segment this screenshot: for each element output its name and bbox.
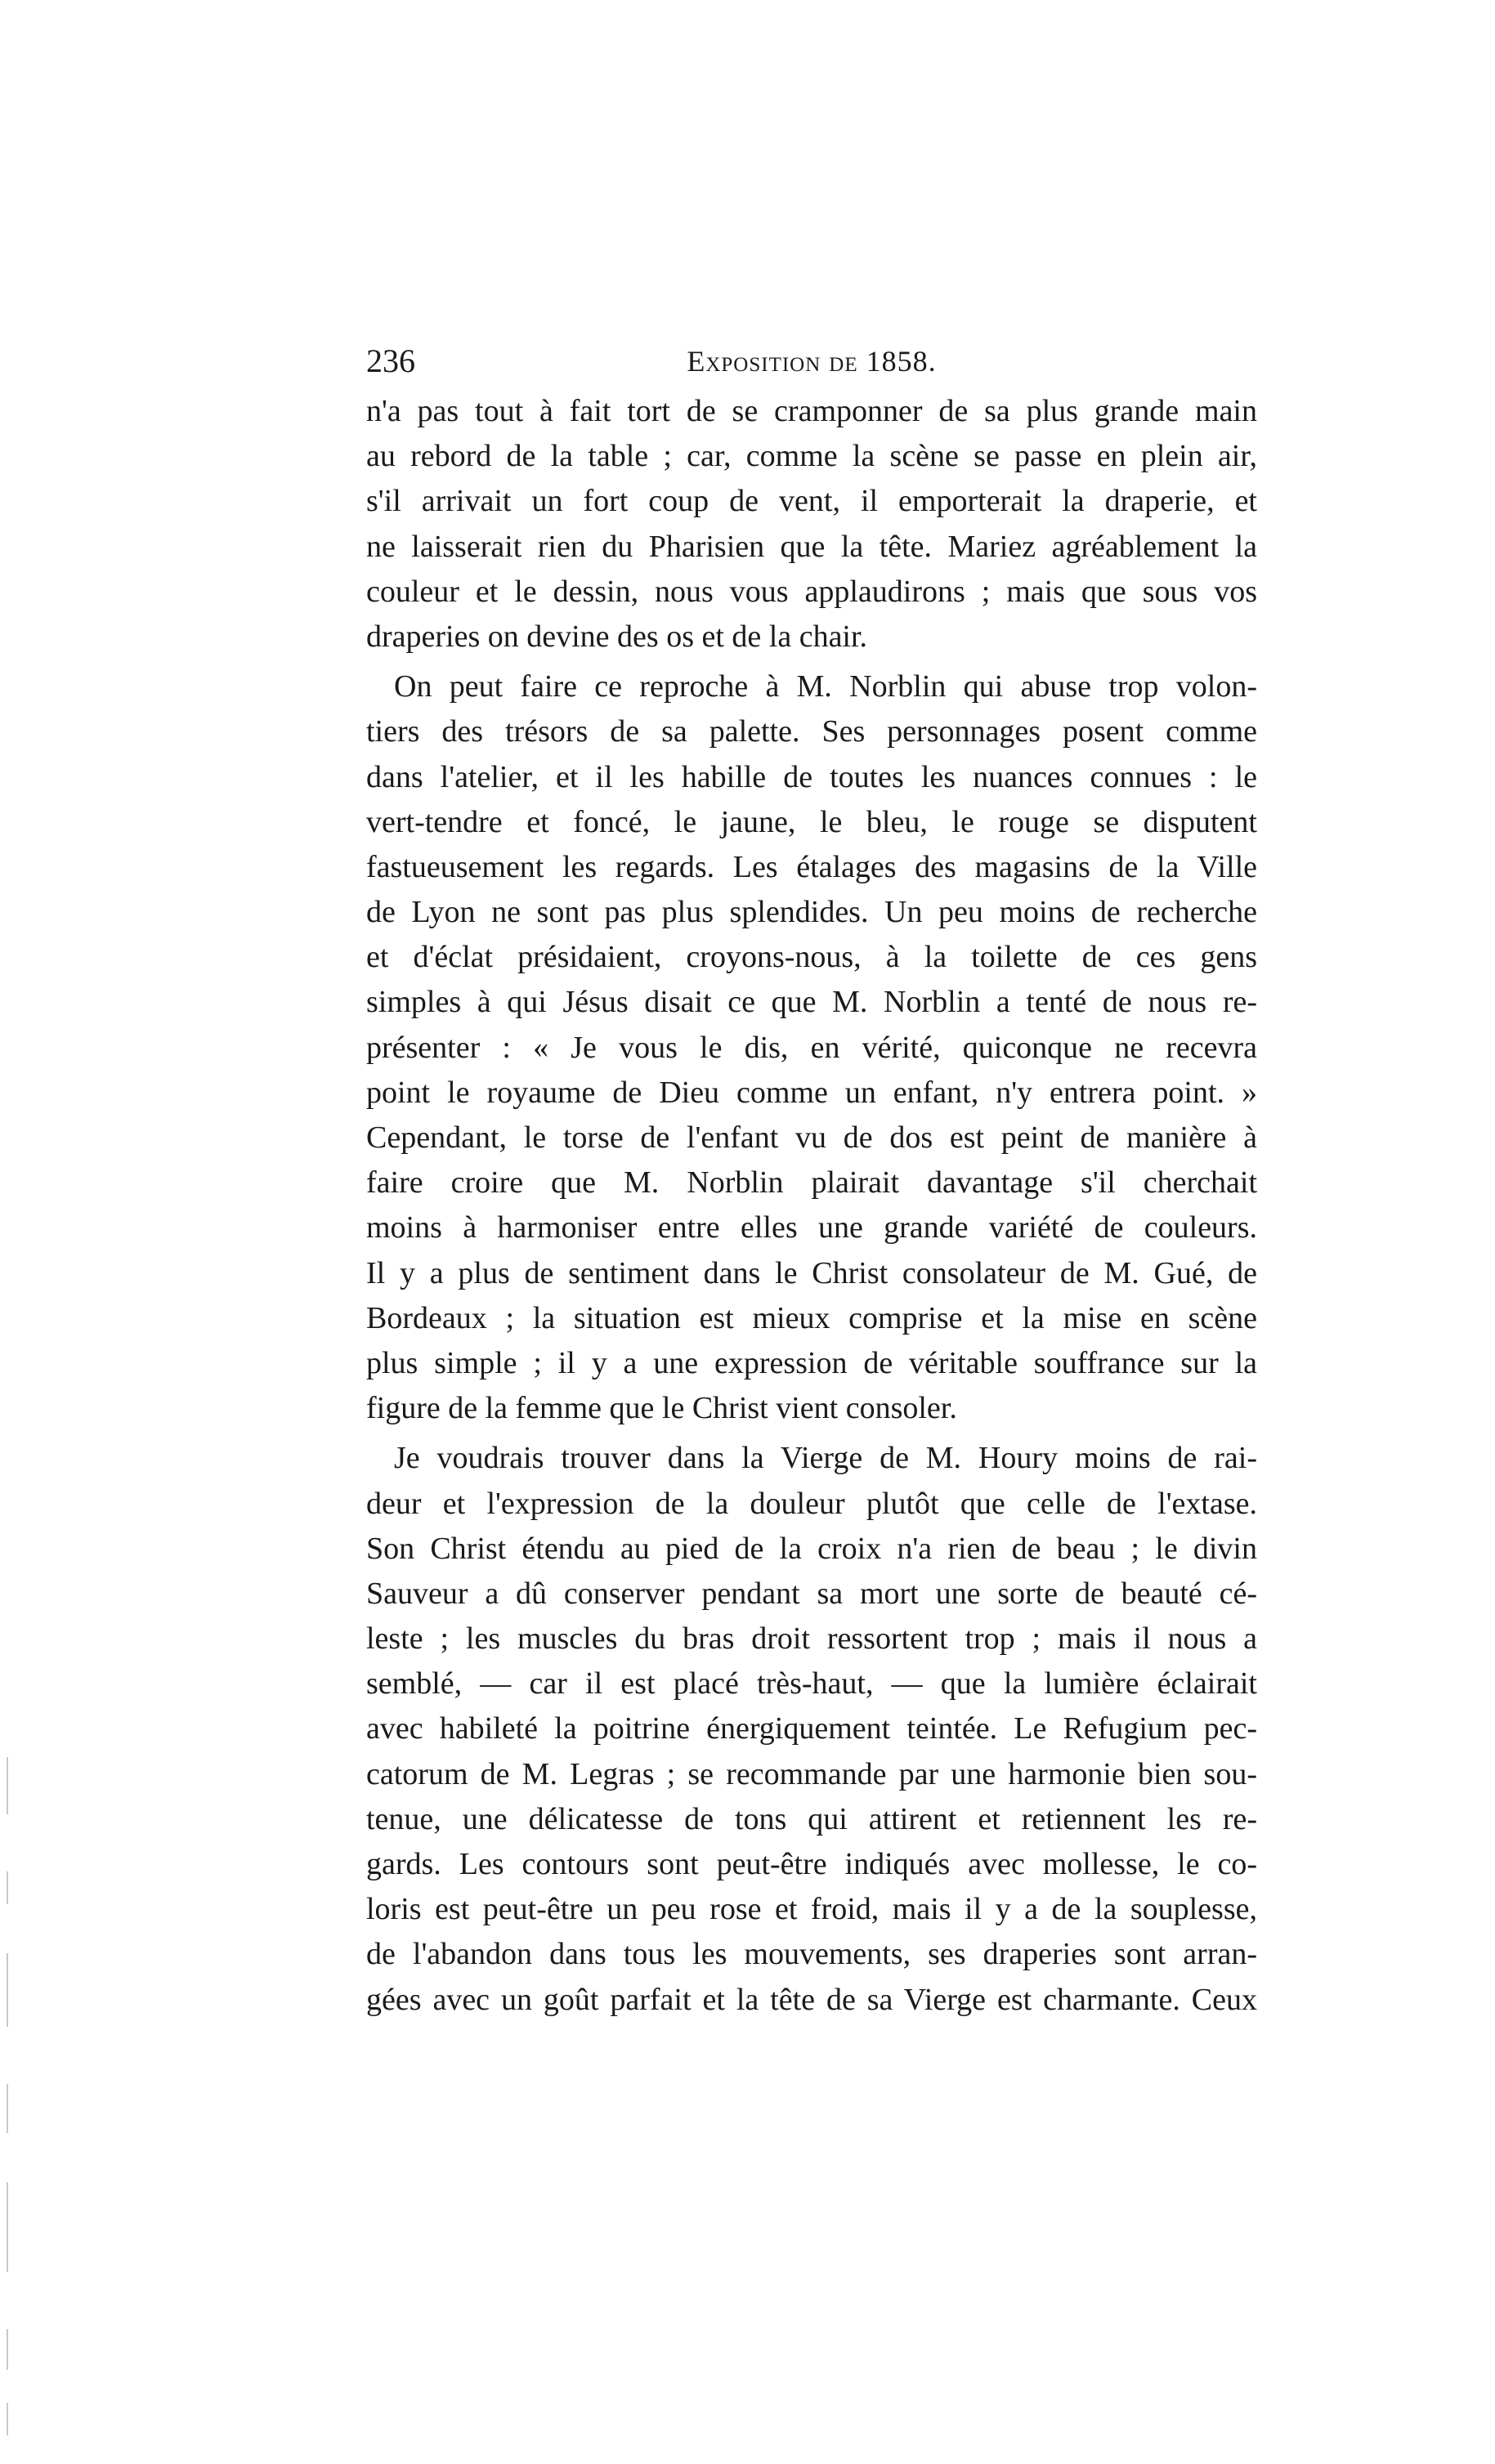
text-line: dans l'atelier, et il les habille de toutes les nuances connues : le [366, 759, 1257, 794]
text-line: draperies on devine des os et de la chair. [366, 619, 868, 654]
text-line: présenter : « Je vous le dis, en vérité, quiconque ne recevra [366, 1030, 1257, 1065]
text-line: de Lyon ne sont pas plus splendides. Un peu moins de recherche [366, 895, 1257, 930]
paragraph-2 [366, 664, 1257, 1431]
text-line: On peut faire ce reproche à M. Norblin qui abuse trop volon- [394, 669, 1257, 704]
paragraph-3 [366, 1436, 1257, 2022]
running-head-title: Exposition de [687, 345, 858, 378]
text-line: leste ; les muscles du bras droit ressortent trop ; mais il nous a [366, 1621, 1257, 1657]
paragraph-1 [366, 389, 1257, 660]
text-line: deur et l'expression de la douleur plutôt que celle de l'extase. [366, 1486, 1257, 1521]
text-line: faire croire que M. Norblin plairait davantage s'il cherchait [366, 1165, 1257, 1201]
text-line: catorum de M. Legras ; se recommande par une harmonie bien sou- [366, 1756, 1257, 1791]
text-line: et d'éclat présidaient, croyons-nous, à la toilette de ces gens [366, 940, 1257, 975]
page-header [366, 337, 1257, 386]
text-line: avec habileté la poitrine énergiquement teintée. Le Refugium pec- [366, 1711, 1257, 1746]
text-line: Son Christ étendu au pied de la croix n'a rien de beau ; le divin [366, 1531, 1257, 1566]
text-line: Je voudrais trouver dans la Vierge de M. Houry moins de rai- [394, 1441, 1257, 1476]
text-line: simples à qui Jésus disait ce que M. Norblin a tenté de nous re- [366, 985, 1257, 1020]
text-line: plus simple ; il y a une expression de véritable souffrance sur la [366, 1345, 1257, 1380]
running-head [366, 337, 1257, 386]
text-line: figure de la femme que le Christ vient consoler. [366, 1391, 957, 1426]
text-line: loris est peut-être un peu rose et froid, mais il y a de la souplesse, [366, 1892, 1257, 1927]
body-text [366, 389, 1257, 2023]
text-line: tenue, une délicatesse de tons qui attirent et retiennent les re- [366, 1801, 1257, 1836]
page-number: 236 [366, 342, 415, 379]
text-line: Il y a plus de sentiment dans le Christ consolateur de M. Gué, de [366, 1255, 1257, 1290]
text-line: de l'abandon dans tous les mouvements, ses draperies sont arran- [366, 1937, 1257, 1972]
text-line: fastueusement les regards. Les étalages des magasins de la Ville [366, 849, 1257, 884]
text-line: au rebord de la table ; car, comme la scène se passe en plein air, [366, 439, 1257, 474]
text-line: ne laisserait rien du Pharisien que la tête. Mariez agréablement la [366, 529, 1257, 564]
text-line: point le royaume de Dieu comme un enfant, n'y entrera point. » [366, 1075, 1257, 1110]
text-line: semblé, — car il est placé très-haut, — que la lumière éclairait [366, 1666, 1257, 1702]
text-line: couleur et le dessin, nous vous applaudirons ; mais que sous vos [366, 574, 1257, 609]
text-line: tiers des trésors de sa palette. Ses personnages posent comme [366, 714, 1257, 749]
text-line: moins à harmoniser entre elles une grande variété de couleurs. [366, 1210, 1257, 1245]
running-head-year: 1858. [866, 345, 937, 378]
text-line: gées avec un goût parfait et la tête de sa Vierge est charmante. Ceux [366, 1982, 1257, 2017]
text-line: Cependant, le torse de l'enfant vu de dos est peint de manière à [366, 1120, 1257, 1155]
text-line: gards. Les contours sont peut-être indiqués avec mollesse, le co- [366, 1847, 1257, 1881]
text-line: s'il arrivait un fort coup de vent, il emporterait la draperie, et [366, 484, 1257, 519]
scan-edge-marks [7, 1757, 11, 2444]
text-line: Sauveur a dû conserver pendant sa mort une sorte de beauté cé- [366, 1576, 1257, 1611]
text-line: n'a pas tout à fait tort de se cramponner de sa plus grande main [366, 394, 1257, 428]
text-line: vert-tendre et foncé, le jaune, le bleu, le rouge se disputent [366, 804, 1257, 839]
text-line: Bordeaux ; la situation est mieux comprise et la mise en scène [366, 1300, 1257, 1335]
